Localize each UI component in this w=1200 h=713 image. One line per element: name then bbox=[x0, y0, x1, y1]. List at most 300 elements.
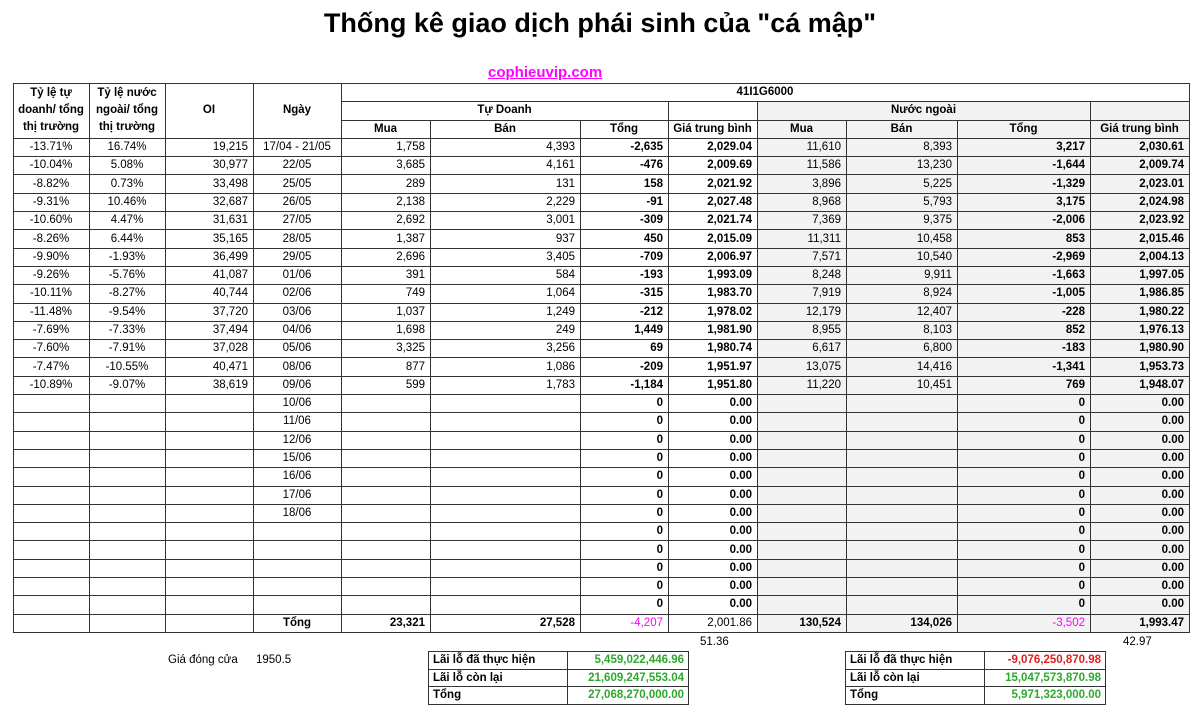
cell-td-mua bbox=[342, 504, 431, 522]
cell-nn-mua: 7,369 bbox=[758, 212, 847, 230]
table-row bbox=[14, 395, 1190, 413]
summary-label: Lãi lỗ đã thực hiện bbox=[846, 652, 985, 670]
cell-ratio-td: -7.69% bbox=[14, 321, 90, 339]
table-row bbox=[14, 358, 1190, 376]
cell-td-tong: 0 bbox=[581, 468, 669, 486]
cell-nn-tong: -1,663 bbox=[958, 266, 1091, 284]
cell-nn-tong: -183 bbox=[958, 340, 1091, 358]
table-row bbox=[14, 321, 1190, 339]
close-price-value: 1950.5 bbox=[256, 654, 292, 666]
cell-nn-mua bbox=[758, 449, 847, 467]
cell-td-ban: 584 bbox=[431, 266, 581, 284]
cell-ratio-nn bbox=[90, 559, 166, 577]
table-row bbox=[14, 303, 1190, 321]
cell-nn-mua: 8,248 bbox=[758, 266, 847, 284]
table-row bbox=[14, 212, 1190, 230]
cell-oi: 33,498 bbox=[166, 175, 254, 193]
cell-td-gtb: 0.00 bbox=[669, 486, 758, 504]
header-td-gtb: Giá trung bình bbox=[669, 120, 758, 138]
cell-td-tong: -193 bbox=[581, 266, 669, 284]
cell-td-gtb: 0.00 bbox=[669, 431, 758, 449]
cell-td-gtb: 1,980.74 bbox=[669, 340, 758, 358]
cell-td-gtb: 0.00 bbox=[669, 468, 758, 486]
cell-nn-gtb: 2,009.74 bbox=[1091, 157, 1190, 175]
cell-ratio-nn bbox=[90, 578, 166, 596]
cell-nn-tong: -1,329 bbox=[958, 175, 1091, 193]
cell-ratio-td: -7.47% bbox=[14, 358, 90, 376]
header-nn-tong: Tổng bbox=[958, 120, 1091, 138]
cell-nn-tong: 0 bbox=[958, 395, 1091, 413]
cell-date: 26/05 bbox=[254, 193, 342, 211]
cell-nn-mua bbox=[758, 523, 847, 541]
cell-nn-ban bbox=[847, 486, 958, 504]
cell-nn-tong: 0 bbox=[958, 449, 1091, 467]
cell-nn-mua: 13,075 bbox=[758, 358, 847, 376]
cell-nn-tong: 0 bbox=[958, 504, 1091, 522]
cell-oi: 37,494 bbox=[166, 321, 254, 339]
cell-td-mua bbox=[342, 541, 431, 559]
cell-nn-ban: 10,458 bbox=[847, 230, 958, 248]
cell-date: 12/06 bbox=[254, 431, 342, 449]
cell-nn-gtb: 2,030.61 bbox=[1091, 138, 1190, 156]
cell-nn-mua bbox=[758, 504, 847, 522]
table-row bbox=[14, 157, 1190, 175]
cell-td-gtb: 0.00 bbox=[669, 449, 758, 467]
cell-date bbox=[254, 523, 342, 541]
cell-nn-gtb: 0.00 bbox=[1091, 468, 1190, 486]
cell-td-mua: 1,387 bbox=[342, 230, 431, 248]
cell-nn-ban bbox=[847, 449, 958, 467]
cell-ratio-td: -10.89% bbox=[14, 376, 90, 394]
cell-td-tong: -1,184 bbox=[581, 376, 669, 394]
cell-date: 10/06 bbox=[254, 395, 342, 413]
cell-td-gtb: 0.00 bbox=[669, 504, 758, 522]
cell-oi bbox=[166, 504, 254, 522]
header-date: Ngày bbox=[254, 84, 342, 139]
cell-nn-ban bbox=[847, 395, 958, 413]
summary-value: 21,609,247,553.04 bbox=[568, 669, 689, 687]
cell-oi bbox=[166, 431, 254, 449]
cell-td-mua: 391 bbox=[342, 266, 431, 284]
cell-nn-mua: 11,220 bbox=[758, 376, 847, 394]
cell-td-mua bbox=[342, 559, 431, 577]
cell-ratio-td: -8.82% bbox=[14, 175, 90, 193]
table-row bbox=[14, 193, 1190, 211]
cell-oi: 19,215 bbox=[166, 138, 254, 156]
cell-ratio-nn: 16.74% bbox=[90, 138, 166, 156]
cell-nn-tong: 3,217 bbox=[958, 138, 1091, 156]
summary-value: 5,459,022,446.96 bbox=[568, 652, 689, 670]
cell-oi bbox=[166, 486, 254, 504]
cell-td-mua bbox=[342, 578, 431, 596]
cell-nn-ban: 9,375 bbox=[847, 212, 958, 230]
cell-nn-gtb: 1,953.73 bbox=[1091, 358, 1190, 376]
cell-td-tong: 0 bbox=[581, 541, 669, 559]
cell-td-ban: 1,086 bbox=[431, 358, 581, 376]
cell-nn-ban bbox=[847, 541, 958, 559]
cell-td-gtb: 2,001.86 bbox=[669, 614, 758, 632]
cell-oi bbox=[166, 578, 254, 596]
cell-nn-gtb: 0.00 bbox=[1091, 541, 1190, 559]
table-row bbox=[14, 175, 1190, 193]
table-row bbox=[14, 468, 1190, 486]
cell-td-tong: 0 bbox=[581, 413, 669, 431]
header-blank-td bbox=[669, 102, 758, 120]
cell-nn-tong: 0 bbox=[958, 559, 1091, 577]
cell-td-mua bbox=[342, 486, 431, 504]
cell-td-tong: 0 bbox=[581, 578, 669, 596]
cell-nn-tong: 0 bbox=[958, 578, 1091, 596]
cell-nn-gtb: 2,024.98 bbox=[1091, 193, 1190, 211]
cell-ratio-nn bbox=[90, 614, 166, 632]
td-avg-diff: 51.36 bbox=[700, 636, 729, 648]
cell-td-mua bbox=[342, 596, 431, 614]
cell-ratio-td bbox=[14, 468, 90, 486]
cell-nn-ban: 6,800 bbox=[847, 340, 958, 358]
header-nn-mua: Mua bbox=[758, 120, 847, 138]
summary-value: 27,068,270,000.00 bbox=[568, 687, 689, 705]
cell-ratio-nn bbox=[90, 523, 166, 541]
cell-td-ban bbox=[431, 578, 581, 596]
cell-td-mua: 599 bbox=[342, 376, 431, 394]
cell-nn-gtb: 1,976.13 bbox=[1091, 321, 1190, 339]
summary-row bbox=[846, 687, 1106, 705]
cell-nn-mua bbox=[758, 431, 847, 449]
cell-date: 11/06 bbox=[254, 413, 342, 431]
cell-td-ban: 4,161 bbox=[431, 157, 581, 175]
cell-nn-gtb: 0.00 bbox=[1091, 523, 1190, 541]
cell-nn-gtb: 0.00 bbox=[1091, 559, 1190, 577]
cell-td-tong: -709 bbox=[581, 248, 669, 266]
cell-td-tong: 0 bbox=[581, 449, 669, 467]
cell-ratio-td: -13.71% bbox=[14, 138, 90, 156]
cell-date: 22/05 bbox=[254, 157, 342, 175]
cell-td-tong: -4,207 bbox=[581, 614, 669, 632]
cell-date: 01/06 bbox=[254, 266, 342, 284]
cell-nn-ban bbox=[847, 413, 958, 431]
header-td-ban: Bán bbox=[431, 120, 581, 138]
cell-td-gtb: 1,981.90 bbox=[669, 321, 758, 339]
header-td-mua: Mua bbox=[342, 120, 431, 138]
cell-td-ban: 3,256 bbox=[431, 340, 581, 358]
cell-td-mua: 877 bbox=[342, 358, 431, 376]
cell-td-gtb: 2,021.74 bbox=[669, 212, 758, 230]
summary-row bbox=[846, 652, 1106, 670]
cell-ratio-td bbox=[14, 395, 90, 413]
cell-td-ban: 4,393 bbox=[431, 138, 581, 156]
table-row bbox=[14, 376, 1190, 394]
cell-td-gtb: 0.00 bbox=[669, 541, 758, 559]
cell-td-gtb: 2,029.04 bbox=[669, 138, 758, 156]
header-nn-gtb: Giá trung bình bbox=[1091, 120, 1190, 138]
summary-label: Tổng bbox=[429, 687, 568, 705]
cell-td-ban: 1,249 bbox=[431, 303, 581, 321]
cell-td-gtb: 0.00 bbox=[669, 596, 758, 614]
cell-td-gtb: 1,978.02 bbox=[669, 303, 758, 321]
cell-oi: 30,977 bbox=[166, 157, 254, 175]
cell-td-ban: 937 bbox=[431, 230, 581, 248]
cell-ratio-nn: 6.44% bbox=[90, 230, 166, 248]
cell-nn-ban bbox=[847, 559, 958, 577]
header-contract: 41I1G6000 bbox=[342, 84, 1190, 102]
cell-nn-mua: 11,610 bbox=[758, 138, 847, 156]
cell-td-tong: -2,635 bbox=[581, 138, 669, 156]
table-row bbox=[14, 248, 1190, 266]
table-row bbox=[14, 340, 1190, 358]
cell-td-ban bbox=[431, 504, 581, 522]
cell-nn-ban bbox=[847, 504, 958, 522]
cell-nn-tong: 0 bbox=[958, 541, 1091, 559]
header-ratio-nn: Tỷ lệ nước ngoài/ tổng thị trường bbox=[90, 84, 166, 139]
summary-tu-doanh bbox=[428, 651, 689, 705]
cell-ratio-nn bbox=[90, 431, 166, 449]
cell-oi: 31,631 bbox=[166, 212, 254, 230]
cell-td-ban bbox=[431, 559, 581, 577]
cell-nn-gtb: 2,023.01 bbox=[1091, 175, 1190, 193]
cell-nn-mua bbox=[758, 541, 847, 559]
cell-nn-ban: 8,924 bbox=[847, 285, 958, 303]
table-row bbox=[14, 541, 1190, 559]
cell-oi: 32,687 bbox=[166, 193, 254, 211]
cell-nn-ban: 14,416 bbox=[847, 358, 958, 376]
cell-oi: 37,720 bbox=[166, 303, 254, 321]
summary-nuoc-ngoai bbox=[845, 651, 1106, 705]
cell-ratio-td: -10.04% bbox=[14, 157, 90, 175]
cell-td-ban bbox=[431, 468, 581, 486]
cell-ratio-nn: 4.47% bbox=[90, 212, 166, 230]
cell-td-gtb: 0.00 bbox=[669, 578, 758, 596]
site-link[interactable]: cophieuvip.com bbox=[488, 64, 603, 81]
cell-oi bbox=[166, 413, 254, 431]
cell-oi: 40,471 bbox=[166, 358, 254, 376]
cell-td-gtb: 2,006.97 bbox=[669, 248, 758, 266]
cell-td-gtb: 2,027.48 bbox=[669, 193, 758, 211]
cell-nn-ban: 5,225 bbox=[847, 175, 958, 193]
cell-nn-tong: -1,644 bbox=[958, 157, 1091, 175]
cell-oi bbox=[166, 468, 254, 486]
cell-td-ban bbox=[431, 523, 581, 541]
cell-nn-mua bbox=[758, 468, 847, 486]
cell-nn-mua bbox=[758, 395, 847, 413]
cell-ratio-nn: 0.73% bbox=[90, 175, 166, 193]
cell-ratio-td: -10.11% bbox=[14, 285, 90, 303]
cell-ratio-td: -7.60% bbox=[14, 340, 90, 358]
table-row bbox=[14, 449, 1190, 467]
cell-nn-mua: 11,311 bbox=[758, 230, 847, 248]
cell-nn-ban bbox=[847, 431, 958, 449]
cell-nn-tong: 0 bbox=[958, 413, 1091, 431]
cell-td-ban bbox=[431, 431, 581, 449]
cell-ratio-nn: -10.55% bbox=[90, 358, 166, 376]
cell-td-mua: 3,325 bbox=[342, 340, 431, 358]
cell-nn-gtb: 1,948.07 bbox=[1091, 376, 1190, 394]
cell-td-gtb: 0.00 bbox=[669, 559, 758, 577]
cell-nn-mua bbox=[758, 596, 847, 614]
header-oi: OI bbox=[166, 84, 254, 139]
cell-nn-mua bbox=[758, 578, 847, 596]
cell-td-gtb: 2,021.92 bbox=[669, 175, 758, 193]
cell-td-mua: 1,758 bbox=[342, 138, 431, 156]
cell-td-ban: 2,229 bbox=[431, 193, 581, 211]
cell-ratio-td bbox=[14, 449, 90, 467]
cell-nn-mua: 7,919 bbox=[758, 285, 847, 303]
cell-ratio-td bbox=[14, 541, 90, 559]
cell-td-tong: 450 bbox=[581, 230, 669, 248]
cell-nn-mua bbox=[758, 413, 847, 431]
cell-td-mua bbox=[342, 449, 431, 467]
header-group-tu-doanh: Tự Doanh bbox=[342, 102, 669, 120]
cell-nn-tong: -3,502 bbox=[958, 614, 1091, 632]
cell-nn-mua: 3,896 bbox=[758, 175, 847, 193]
cell-nn-tong: 0 bbox=[958, 431, 1091, 449]
cell-ratio-td bbox=[14, 486, 90, 504]
cell-td-tong: 0 bbox=[581, 431, 669, 449]
cell-date: 18/06 bbox=[254, 504, 342, 522]
summary-label: Lãi lỗ đã thực hiện bbox=[429, 652, 568, 670]
cell-nn-mua: 12,179 bbox=[758, 303, 847, 321]
cell-oi bbox=[166, 395, 254, 413]
cell-nn-ban bbox=[847, 596, 958, 614]
cell-nn-tong: 769 bbox=[958, 376, 1091, 394]
table-row bbox=[14, 486, 1190, 504]
cell-td-mua bbox=[342, 468, 431, 486]
header-nn-ban: Bán bbox=[847, 120, 958, 138]
cell-nn-mua: 11,586 bbox=[758, 157, 847, 175]
header-row-1 bbox=[14, 84, 1190, 102]
cell-nn-tong: 0 bbox=[958, 468, 1091, 486]
cell-nn-gtb: 0.00 bbox=[1091, 395, 1190, 413]
cell-nn-ban: 9,911 bbox=[847, 266, 958, 284]
cell-nn-gtb: 0.00 bbox=[1091, 413, 1190, 431]
cell-date bbox=[254, 578, 342, 596]
table-row bbox=[14, 413, 1190, 431]
table-row bbox=[14, 523, 1190, 541]
cell-td-ban bbox=[431, 395, 581, 413]
cell-ratio-nn: 5.08% bbox=[90, 157, 166, 175]
cell-nn-ban: 10,540 bbox=[847, 248, 958, 266]
cell-ratio-td bbox=[14, 614, 90, 632]
summary-label: Tổng bbox=[846, 687, 985, 705]
cell-ratio-td: -8.26% bbox=[14, 230, 90, 248]
summary-row bbox=[429, 687, 689, 705]
cell-nn-ban bbox=[847, 523, 958, 541]
cell-date: 02/06 bbox=[254, 285, 342, 303]
nn-avg-diff: 42.97 bbox=[1123, 636, 1152, 648]
cell-td-tong: -209 bbox=[581, 358, 669, 376]
cell-td-tong: 69 bbox=[581, 340, 669, 358]
cell-td-gtb: 1,951.80 bbox=[669, 376, 758, 394]
cell-td-tong: -91 bbox=[581, 193, 669, 211]
cell-ratio-nn: -9.07% bbox=[90, 376, 166, 394]
trade-table bbox=[13, 83, 1190, 633]
cell-nn-gtb: 0.00 bbox=[1091, 596, 1190, 614]
cell-td-ban: 131 bbox=[431, 175, 581, 193]
cell-oi bbox=[166, 596, 254, 614]
cell-td-mua: 23,321 bbox=[342, 614, 431, 632]
cell-oi: 36,499 bbox=[166, 248, 254, 266]
cell-date: 28/05 bbox=[254, 230, 342, 248]
cell-date: 25/05 bbox=[254, 175, 342, 193]
cell-date bbox=[254, 541, 342, 559]
cell-date: 17/06 bbox=[254, 486, 342, 504]
cell-td-tong: 0 bbox=[581, 596, 669, 614]
cell-nn-gtb: 1,980.90 bbox=[1091, 340, 1190, 358]
cell-oi: 40,744 bbox=[166, 285, 254, 303]
cell-oi bbox=[166, 449, 254, 467]
cell-ratio-nn: -7.91% bbox=[90, 340, 166, 358]
cell-nn-tong: -2,969 bbox=[958, 248, 1091, 266]
summary-label: Lãi lỗ còn lại bbox=[846, 669, 985, 687]
cell-ratio-nn: -8.27% bbox=[90, 285, 166, 303]
cell-nn-gtb: 1,993.47 bbox=[1091, 614, 1190, 632]
cell-oi bbox=[166, 523, 254, 541]
page-title: Thống kê giao dịch phái sinh của "cá mập" bbox=[323, 8, 877, 38]
cell-date bbox=[254, 559, 342, 577]
cell-nn-tong: -1,341 bbox=[958, 358, 1091, 376]
cell-nn-mua bbox=[758, 486, 847, 504]
cell-td-tong: -309 bbox=[581, 212, 669, 230]
cell-td-mua: 2,692 bbox=[342, 212, 431, 230]
cell-nn-ban: 134,026 bbox=[847, 614, 958, 632]
cell-td-mua bbox=[342, 413, 431, 431]
cell-ratio-nn: -7.33% bbox=[90, 321, 166, 339]
cell-td-mua bbox=[342, 431, 431, 449]
cell-nn-tong: 0 bbox=[958, 596, 1091, 614]
cell-nn-tong: 3,175 bbox=[958, 193, 1091, 211]
cell-ratio-td bbox=[14, 523, 90, 541]
cell-date: Tổng bbox=[254, 614, 342, 632]
summary-row bbox=[429, 669, 689, 687]
cell-td-mua bbox=[342, 523, 431, 541]
cell-nn-gtb: 0.00 bbox=[1091, 578, 1190, 596]
table-row bbox=[14, 596, 1190, 614]
cell-td-gtb: 1,951.97 bbox=[669, 358, 758, 376]
cell-ratio-td bbox=[14, 596, 90, 614]
cell-date: 29/05 bbox=[254, 248, 342, 266]
cell-td-ban: 27,528 bbox=[431, 614, 581, 632]
cell-nn-mua: 7,571 bbox=[758, 248, 847, 266]
cell-date: 15/06 bbox=[254, 449, 342, 467]
cell-td-ban bbox=[431, 596, 581, 614]
cell-ratio-td: -9.26% bbox=[14, 266, 90, 284]
cell-td-tong: -315 bbox=[581, 285, 669, 303]
summary-row bbox=[846, 669, 1106, 687]
cell-td-tong: -212 bbox=[581, 303, 669, 321]
cell-nn-ban bbox=[847, 578, 958, 596]
cell-td-mua: 1,037 bbox=[342, 303, 431, 321]
cell-ratio-nn bbox=[90, 541, 166, 559]
total-row bbox=[14, 614, 1190, 632]
cell-ratio-td: -9.90% bbox=[14, 248, 90, 266]
cell-oi: 38,619 bbox=[166, 376, 254, 394]
cell-date: 17/04 - 21/05 bbox=[254, 138, 342, 156]
cell-td-mua: 1,698 bbox=[342, 321, 431, 339]
table-row bbox=[14, 230, 1190, 248]
cell-nn-ban: 10,451 bbox=[847, 376, 958, 394]
cell-td-tong: 0 bbox=[581, 486, 669, 504]
cell-nn-gtb: 2,004.13 bbox=[1091, 248, 1190, 266]
table-row bbox=[14, 504, 1190, 522]
cell-td-gtb: 0.00 bbox=[669, 413, 758, 431]
cell-td-gtb: 0.00 bbox=[669, 395, 758, 413]
cell-oi: 35,165 bbox=[166, 230, 254, 248]
cell-oi bbox=[166, 541, 254, 559]
cell-date: 05/06 bbox=[254, 340, 342, 358]
cell-date: 16/06 bbox=[254, 468, 342, 486]
cell-nn-gtb: 0.00 bbox=[1091, 431, 1190, 449]
cell-td-ban bbox=[431, 449, 581, 467]
cell-nn-gtb: 1,997.05 bbox=[1091, 266, 1190, 284]
